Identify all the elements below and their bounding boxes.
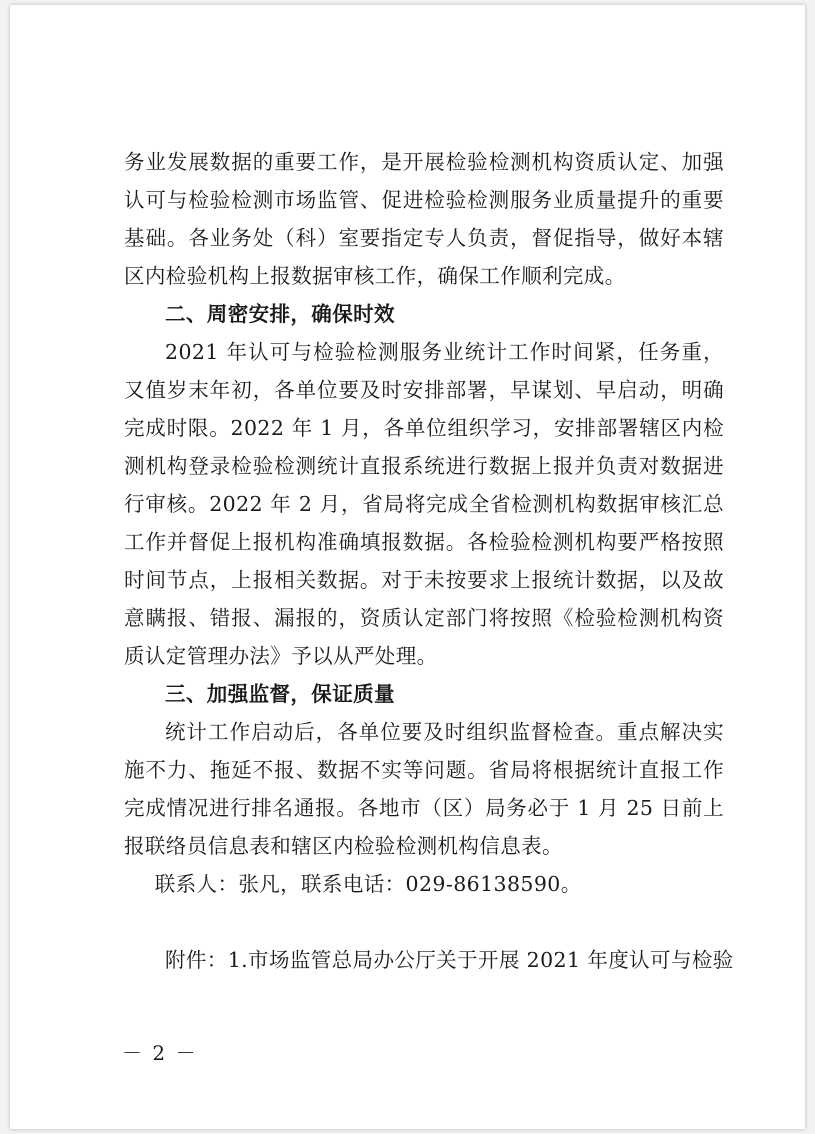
page-number: － 2 － bbox=[122, 1041, 198, 1065]
body-paragraph-2: 2021 年认可与检验检测服务业统计工作时间紧，任务重，又值岁末年初，各单位要及时安排部署，早谋划、早启动，明确完成时限。2022 年 1 月，各单位组织学习，安排部署辖区内检测机构登录检验检测统计直报系统进行数据上报并负责对数据进行审核。2022 年 2 月，省局将完成全省检测机构数据审核汇总工作并督促上报机构准确填报数据。各检验检测机构要严格按照时间节点，上报相关数据。对于未按要求上报统计数据，以及故意瞒报、错报、漏报的，资质认定部门将按照《检验检测机构资质认定管理办法》予以从严处理。 bbox=[124, 340, 724, 668]
section-heading-2: 二、周密安排，确保时效 bbox=[165, 302, 395, 326]
attachment-line: 附件：1.市场监管总局办公厅关于开展 2021 年度认可与检验 bbox=[165, 948, 734, 972]
document-page bbox=[10, 5, 805, 1129]
section-heading-3: 三、加强监督，保证质量 bbox=[165, 682, 395, 706]
contact-line: 联系人：张凡，联系电话：029-86138590。 bbox=[154, 872, 582, 896]
body-paragraph-3: 统计工作启动后，各单位要及时组织监督检查。重点解决实施不力、拖延不报、数据不实等问题。省局将根据统计直报工作完成情况进行排名通报。各地市（区）局务必于 1 月 25 日前上报联络员信息表和辖区内检验检测机构信息表。 bbox=[124, 720, 724, 858]
document-body bbox=[124, 143, 734, 979]
body-paragraph-1: 务业发展数据的重要工作，是开展检验检测机构资质认定、加强认可与检验检测市场监管、促进检验检测服务业质量提升的重要基础。各业务处（科）室要指定专人负责，督促指导，做好本辖区内检验机构上报数据审核工作，确保工作顺利完成。 bbox=[124, 150, 724, 288]
